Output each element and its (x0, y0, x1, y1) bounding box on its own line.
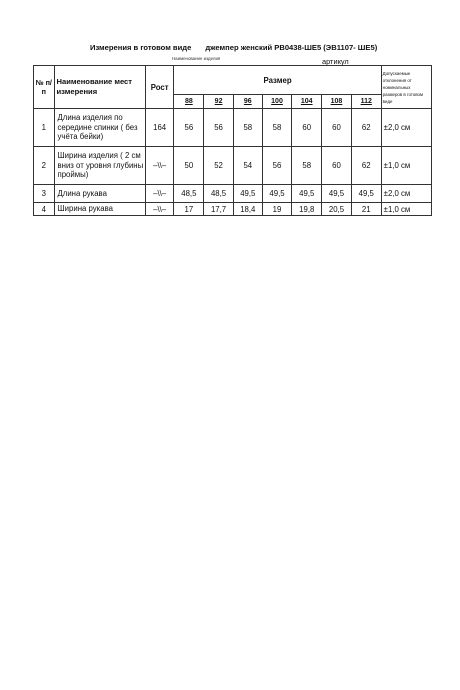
row-value: 50 (174, 147, 204, 185)
size-header: 100 (262, 95, 292, 109)
table-row (34, 203, 432, 216)
row-num: 3 (34, 185, 55, 203)
row-value: 49,5 (351, 185, 381, 203)
row-value: 49,5 (233, 185, 262, 203)
row-value: 17,7 (204, 203, 234, 216)
table-row (34, 185, 432, 203)
header-num: № п/п (34, 66, 55, 109)
row-value: 52 (204, 147, 234, 185)
row-value: 58 (292, 147, 322, 185)
row-rost: –\\– (145, 185, 174, 203)
garment-name: джемпер женский РВ0438-ШЕ5 (ЭВ1107- ШЕ5) (205, 43, 378, 52)
row-value: 19,8 (292, 203, 322, 216)
row-value: 62 (351, 109, 381, 147)
row-value: 20,5 (322, 203, 352, 216)
header-row (34, 66, 432, 95)
row-value: 48,5 (204, 185, 234, 203)
row-name: Длина рукава (54, 185, 145, 203)
row-name: Длина изделия по середине спинки ( без учёта бейки) (54, 109, 145, 147)
row-deviation: ±1,0 см (381, 203, 431, 216)
row-value: 56 (174, 109, 204, 147)
header-rost: Рост (145, 66, 174, 109)
row-value: 18,4 (233, 203, 262, 216)
row-value: 17 (174, 203, 204, 216)
size-header: 96 (233, 95, 262, 109)
size-header: 92 (204, 95, 234, 109)
row-value: 21 (351, 203, 381, 216)
row-value: 60 (322, 147, 352, 185)
name-caption: Наименование изделия (172, 56, 221, 61)
row-num: 2 (34, 147, 55, 185)
row-deviation: ±2,0 см (381, 185, 431, 203)
document-title: Измерения в готовом виде (90, 43, 192, 52)
row-value: 49,5 (292, 185, 322, 203)
row-value: 56 (204, 109, 234, 147)
row-name: Ширина изделия ( 2 см вниз от уровня глубины проймы) (54, 147, 145, 185)
row-value: 60 (292, 109, 322, 147)
row-value: 19 (262, 203, 292, 216)
size-header: 104 (292, 95, 322, 109)
size-header: 112 (351, 95, 381, 109)
header-size-group: Размер (174, 66, 381, 95)
row-value: 54 (233, 147, 262, 185)
measurement-table (33, 65, 432, 216)
row-num: 1 (34, 109, 55, 147)
row-deviation: ±2,0 см (381, 109, 431, 147)
row-name: Ширина рукава (54, 203, 145, 216)
row-value: 56 (262, 147, 292, 185)
header-deviation: Допускаемые отклонения от номинальных размеров в готовом виде (381, 66, 431, 109)
article-label: артикул (322, 57, 349, 66)
header-name: Наименование мест измерения (54, 66, 145, 109)
row-value: 49,5 (322, 185, 352, 203)
row-rost: 164 (145, 109, 174, 147)
row-value: 48,5 (174, 185, 204, 203)
table-row (34, 109, 432, 147)
row-value: 58 (262, 109, 292, 147)
size-header: 88 (174, 95, 204, 109)
size-header: 108 (322, 95, 352, 109)
row-value: 60 (322, 109, 352, 147)
document-heading (90, 43, 377, 52)
row-rost: –\\– (145, 147, 174, 185)
row-rost: –\\– (145, 203, 174, 216)
row-value: 49,5 (262, 185, 292, 203)
row-num: 4 (34, 203, 55, 216)
table-row (34, 147, 432, 185)
row-value: 58 (233, 109, 262, 147)
row-deviation: ±1,0 см (381, 147, 431, 185)
row-value: 62 (351, 147, 381, 185)
